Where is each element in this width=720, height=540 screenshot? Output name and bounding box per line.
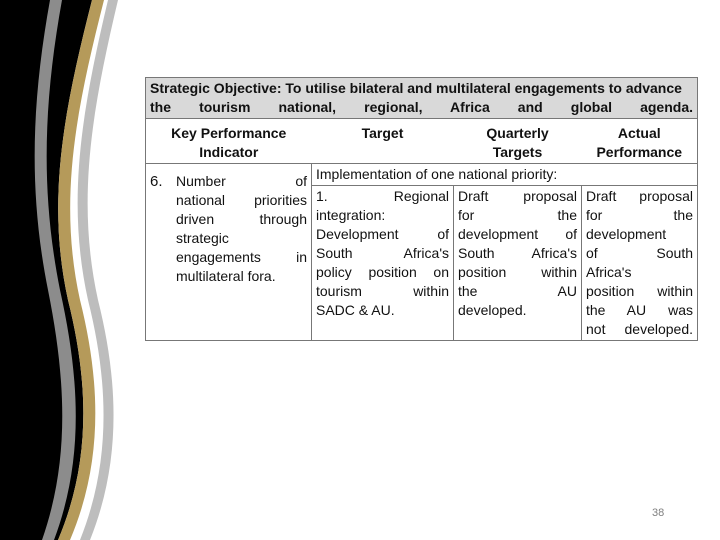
objective-row bbox=[146, 78, 698, 119]
header-kpi: Key Performance Indicator bbox=[146, 119, 312, 164]
quarterly-target-cell: Draft proposal for the development of South Africa's position within the AU developed. bbox=[454, 186, 582, 341]
header-actual: Actual Performance bbox=[582, 119, 698, 164]
header-quarterly: Quarterly Targets bbox=[486, 125, 549, 160]
kpi-cell: 6. Number of national priorities driven through strategic engagements in multilateral fora. bbox=[146, 164, 312, 341]
target-cell: 1. Regional integration: Development of South Africa's policy position on tourism within SADC & AU. bbox=[312, 186, 454, 341]
header-target: Target bbox=[361, 125, 404, 141]
decorative-ribbons bbox=[0, 0, 140, 540]
kpi-table bbox=[145, 77, 698, 341]
row-number: 6. bbox=[150, 173, 163, 190]
actual-performance-cell: Draft proposal for the development of South Africa's position within the AU was not developed. bbox=[582, 186, 698, 341]
header-row bbox=[146, 119, 698, 164]
priority-note: Implementation of one national priority: bbox=[312, 164, 698, 186]
page-number: 38 bbox=[652, 507, 665, 519]
data-row-priority bbox=[146, 164, 698, 186]
strategic-objective: Strategic Objective: To utilise bilateral and multilateral engagements to advance the tourism national, regional, Africa and global agenda. bbox=[146, 78, 698, 119]
